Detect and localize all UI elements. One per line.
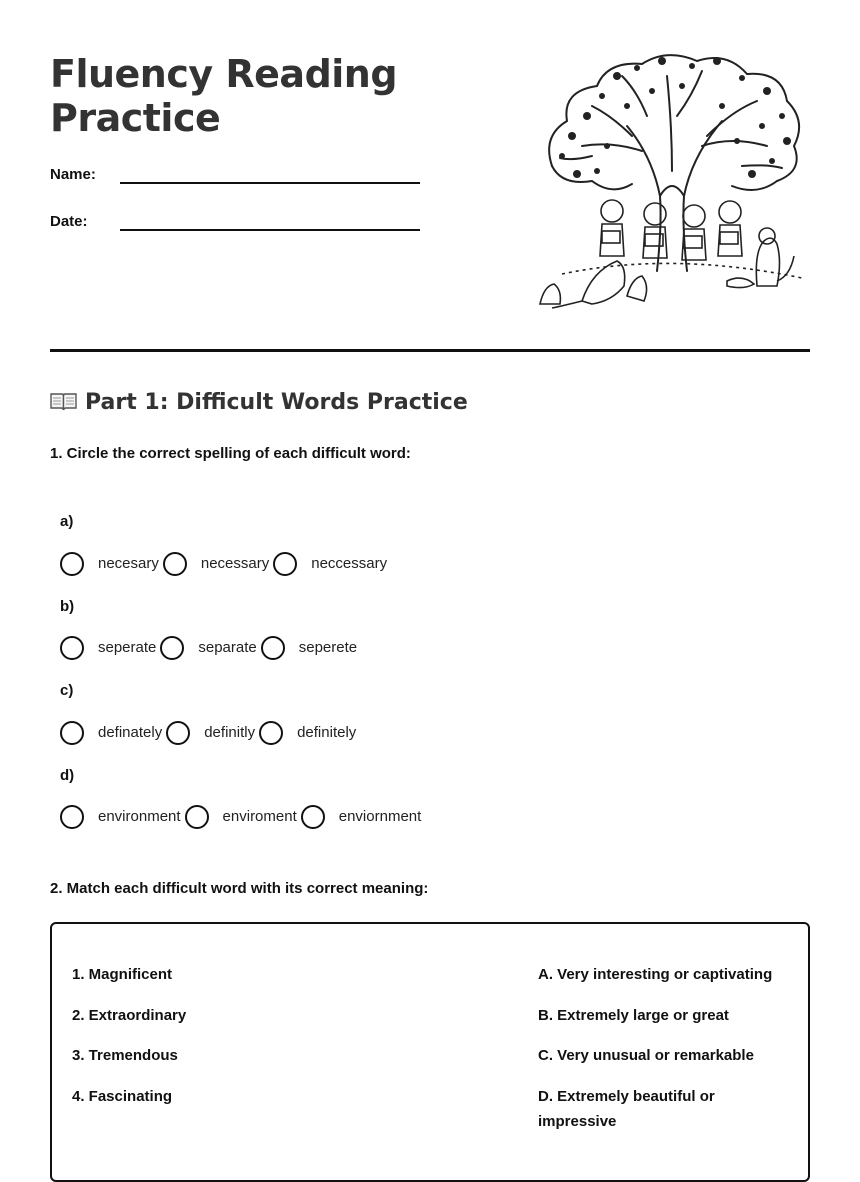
meaning-item: B. Extremely large or great — [538, 1006, 729, 1024]
option-d-2[interactable] — [185, 805, 297, 829]
tree-reading-illustration — [532, 46, 810, 316]
part1-heading — [50, 388, 468, 418]
radio-circle[interactable] — [185, 805, 209, 829]
word-list — [72, 962, 372, 1124]
title-line-1: Fluency Reading — [50, 52, 398, 96]
meaning-list — [538, 962, 796, 1149]
part1-heading-text: Part 1: Difficult Words Practice — [85, 390, 468, 415]
word-item: 1. Magnificent — [72, 966, 173, 983]
item-label-a: a) — [60, 513, 74, 530]
option-c-1[interactable] — [60, 721, 162, 745]
matching-box — [50, 922, 810, 1182]
date-field[interactable] — [50, 213, 420, 243]
option-text: definitely — [297, 724, 357, 741]
option-text: necessary — [200, 555, 270, 572]
item-label-d: d) — [60, 767, 75, 784]
date-label: Date: — [50, 213, 88, 230]
radio-circle[interactable] — [160, 636, 184, 660]
option-a-2[interactable] — [163, 552, 269, 576]
option-a-1[interactable] — [60, 552, 159, 576]
word-item: 4. Fascinating — [72, 1087, 173, 1105]
option-c-2[interactable] — [166, 721, 255, 745]
option-text: seperate — [98, 639, 157, 656]
option-text: enviroment — [222, 808, 297, 825]
radio-circle[interactable] — [166, 721, 190, 745]
radio-circle[interactable] — [163, 552, 187, 576]
open-book-icon — [50, 391, 77, 411]
radio-circle[interactable] — [60, 721, 84, 745]
option-text: necesary — [98, 555, 159, 572]
meaning-item: A. Very interesting or captivating — [538, 966, 773, 983]
option-text: neccessary — [311, 555, 388, 572]
name-field[interactable] — [50, 166, 420, 196]
option-a-3[interactable] — [273, 552, 387, 576]
question-2-prompt: 2. Match each difficult word with its correct meaning: — [50, 880, 429, 897]
options-row-b — [60, 635, 361, 661]
options-row-a — [60, 551, 391, 577]
option-text: environment — [98, 808, 181, 825]
question-1-prompt: 1. Circle the correct spelling of each difficult word: — [50, 445, 411, 462]
option-b-1[interactable] — [60, 636, 156, 660]
name-label: Name: — [50, 166, 96, 183]
radio-circle[interactable] — [60, 636, 84, 660]
item-label-c: c) — [60, 682, 74, 699]
item-label-b: b) — [60, 598, 75, 615]
option-text: seperete — [298, 639, 358, 656]
option-text: enviornment — [338, 808, 422, 825]
radio-circle[interactable] — [60, 552, 84, 576]
option-text: definitly — [204, 724, 256, 741]
option-c-3[interactable] — [259, 721, 356, 745]
option-d-1[interactable] — [60, 805, 181, 829]
radio-circle[interactable] — [261, 636, 285, 660]
word-item: 2. Extraordinary — [72, 1006, 187, 1024]
worksheet-page — [50, 0, 810, 1161]
option-b-2[interactable] — [160, 636, 256, 660]
word-item: 3. Tremendous — [72, 1047, 178, 1064]
meaning-item: D. Extremely beautiful or impressive — [538, 1087, 715, 1130]
option-text: separate — [198, 639, 257, 656]
title-line-2: Practice — [50, 96, 221, 140]
section-divider — [50, 349, 810, 352]
meaning-item: C. Very unusual or remarkable — [538, 1047, 754, 1064]
radio-circle[interactable] — [301, 805, 325, 829]
radio-circle[interactable] — [273, 552, 297, 576]
date-line[interactable] — [120, 229, 420, 231]
radio-circle[interactable] — [259, 721, 283, 745]
name-line[interactable] — [120, 182, 420, 184]
option-d-3[interactable] — [301, 805, 422, 829]
option-b-3[interactable] — [261, 636, 357, 660]
options-row-c — [60, 720, 360, 746]
options-row-d — [60, 804, 425, 830]
page-title — [50, 52, 470, 140]
option-text: definately — [98, 724, 163, 741]
radio-circle[interactable] — [60, 805, 84, 829]
